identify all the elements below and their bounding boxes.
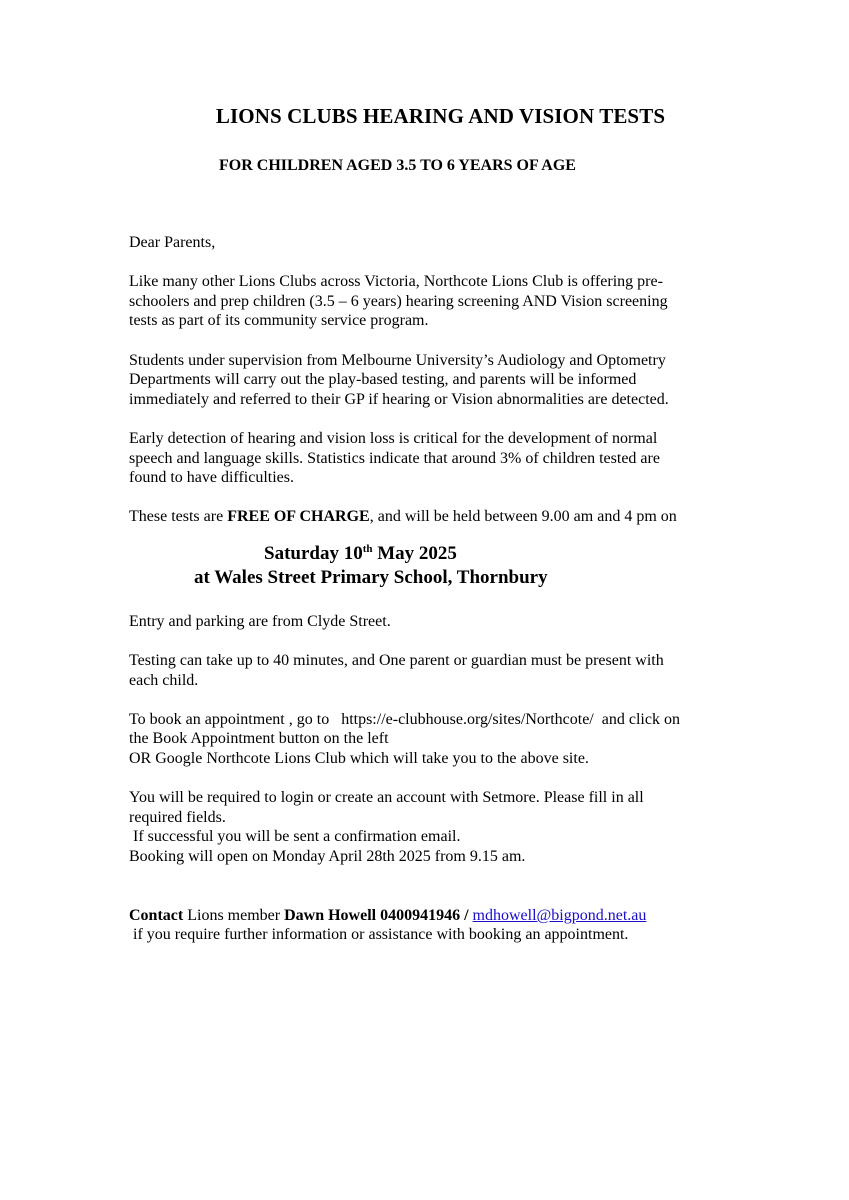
page-subtitle: FOR CHILDREN AGED 3.5 TO 6 YEARS OF AGE — [219, 157, 576, 174]
contact-label: Contact — [129, 906, 184, 924]
event-details — [129, 542, 729, 590]
text-line: speech and language skills. Statistics indicate that around 3% of children tested are — [129, 449, 660, 467]
contact-line — [129, 906, 729, 926]
testing-paragraph — [129, 651, 729, 690]
text-line: required fields. — [129, 808, 226, 826]
event-location: at Wales Street Primary School, Thornbury — [194, 566, 548, 588]
contact-paragraph — [129, 906, 729, 945]
text-line: To book an appointment , go to https://e-clubhouse.org/sites/Northcote/ and click on — [129, 710, 680, 728]
free-of-charge-text: FREE OF CHARGE — [227, 508, 370, 526]
text-line: Like many other Lions Clubs across Victoria, Northcote Lions Club is offering pre- — [129, 273, 663, 291]
letter-body — [129, 233, 729, 965]
text-line: Testing can take up to 40 minutes, and One parent or guardian must be present with — [129, 652, 664, 670]
text-line: tests as part of its community service program. — [129, 312, 429, 330]
text-line: Departments will carry out the play-based testing, and parents will be informed — [129, 371, 637, 389]
free-of-charge-paragraph — [129, 507, 729, 527]
account-paragraph — [129, 788, 729, 866]
intro-paragraph — [129, 272, 729, 331]
text-run: These tests are — [129, 508, 228, 526]
event-date — [129, 542, 729, 566]
salutation: Dear Parents, — [129, 234, 216, 251]
contact-closing: if you require further information or assistance with booking an appointment. — [129, 926, 629, 944]
text-run: , and will be held between 9.00 am and 4 pm on — [369, 508, 677, 526]
text-line: Early detection of hearing and vision loss is critical for the development of normal — [129, 429, 658, 447]
contact-email-link[interactable]: mdhowell@bigpond.net.au — [472, 906, 647, 924]
text-line: OR Google Northcote Lions Club which will take you to the above site. — [129, 750, 589, 768]
detection-paragraph — [129, 429, 729, 488]
text-line: found to have difficulties. — [129, 469, 294, 487]
text-line: immediately and referred to their GP if hearing or Vision abnormalities are detected. — [129, 390, 669, 408]
text-line: You will be required to login or create an account with Setmore. Please fill in all — [129, 789, 644, 807]
text-line: Booking will open on Monday April 28th 2025 from 9.15 am. — [129, 848, 526, 866]
contact-name-phone: Dawn Howell 0400941946 / — [284, 906, 469, 924]
text-line: Students under supervision from Melbourne University’s Audiology and Optometry — [129, 351, 666, 369]
event-date-text: Saturday 10 — [264, 542, 363, 564]
date-ordinal: th — [362, 542, 373, 555]
spacer — [129, 886, 729, 906]
event-date-rest: May 2025 — [372, 542, 457, 564]
text-line: schoolers and prep children (3.5 – 6 years) hearing screening AND Vision screening — [129, 292, 668, 310]
page-title: LIONS CLUBS HEARING AND VISION TESTS — [215, 104, 666, 128]
supervision-paragraph — [129, 351, 729, 410]
booking-paragraph — [129, 710, 729, 769]
text-line: If successful you will be sent a confirmation email. — [129, 828, 461, 846]
text-line: each child. — [129, 671, 199, 689]
text-line: the Book Appointment button on the left — [129, 730, 389, 748]
entry-paragraph: Entry and parking are from Clyde Street. — [129, 612, 391, 630]
contact-member-text: Lions member — [183, 906, 285, 924]
